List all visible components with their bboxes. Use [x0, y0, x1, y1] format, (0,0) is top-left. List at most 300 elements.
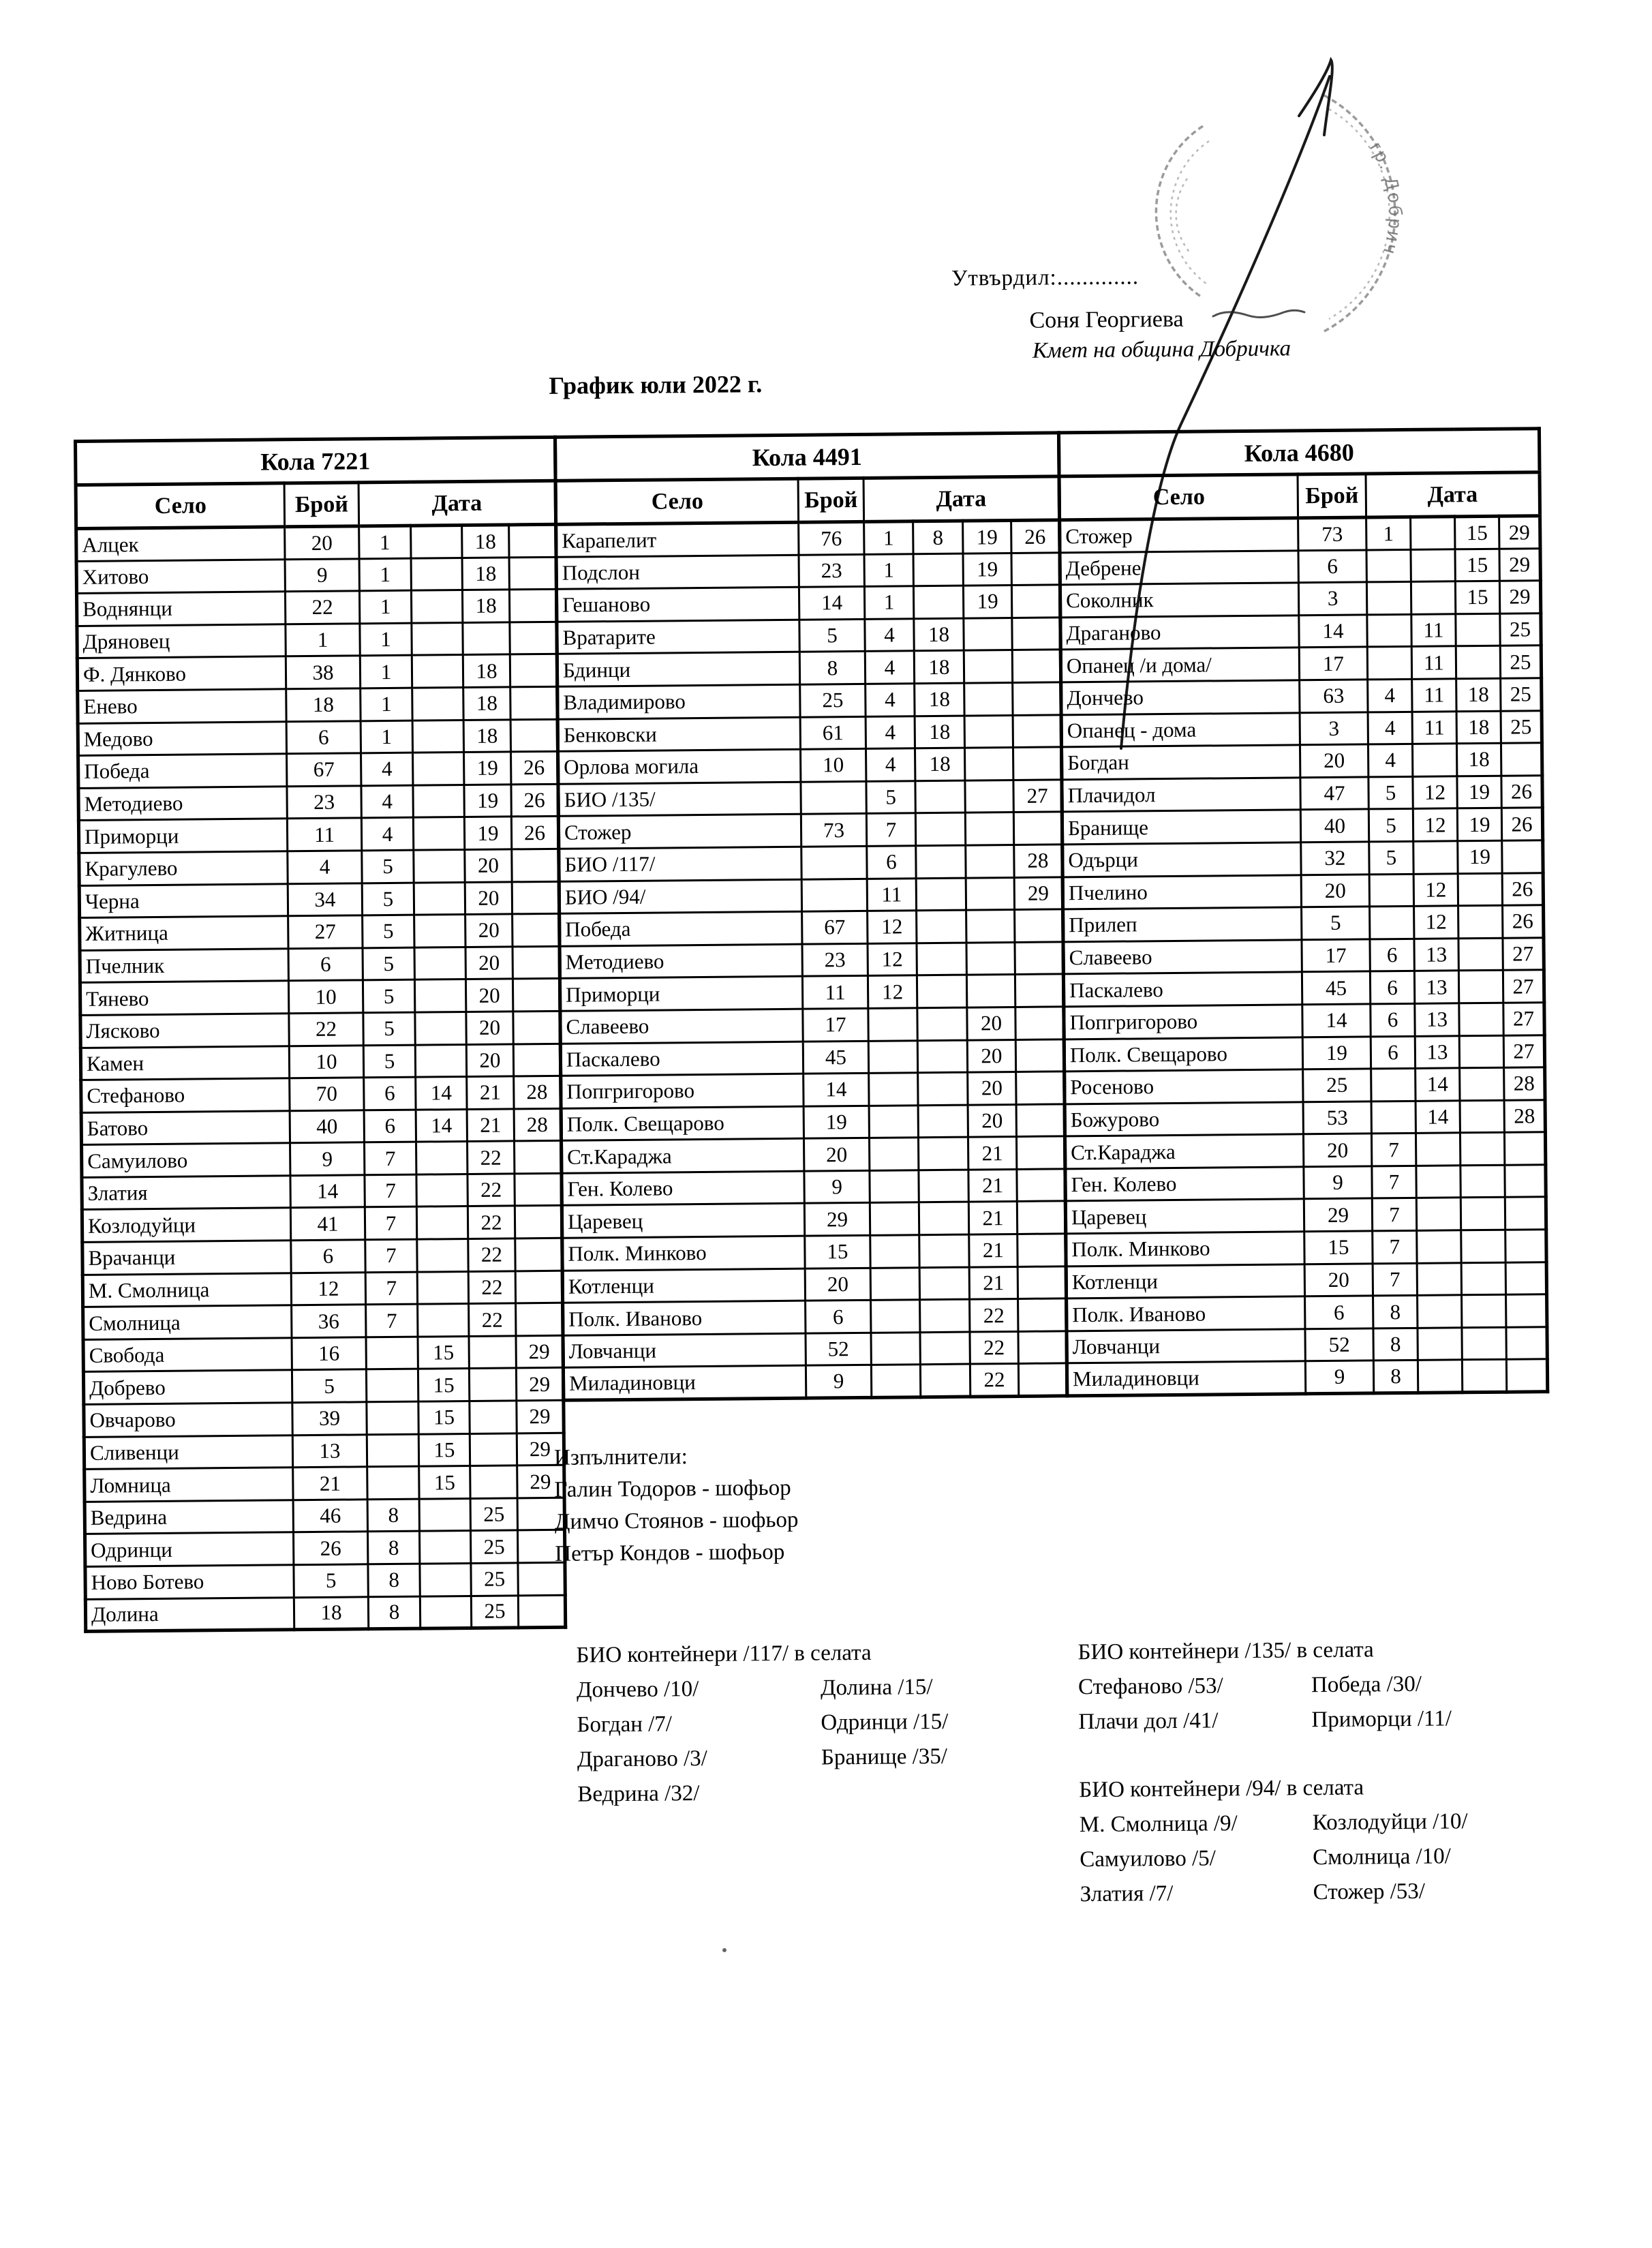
date-cell — [1456, 613, 1500, 646]
date-cell: 13 — [1414, 971, 1458, 1003]
count-cell: 16 — [292, 1337, 366, 1371]
bio-row — [577, 1740, 949, 1778]
village-cell: Овчарово — [84, 1403, 292, 1437]
village-cell: Бдинци — [557, 652, 799, 687]
village-cell: Победа — [78, 754, 287, 788]
bio-item: Драганово /3/ — [577, 1741, 821, 1778]
bio-row — [1078, 1701, 1452, 1740]
date-cell: 27 — [1503, 937, 1544, 970]
count-cell: 23 — [802, 943, 868, 976]
date-cell — [513, 1044, 560, 1076]
village-cell: БИО /94/ — [559, 879, 801, 914]
date-cell — [966, 877, 1014, 910]
date-cell: 5 — [1368, 776, 1413, 809]
village-cell: Ф. Дянково — [77, 656, 286, 690]
village-cell: Полк. Свещарово — [561, 1106, 804, 1141]
date-cell — [966, 910, 1015, 943]
table-row — [85, 1465, 564, 1502]
date-cell: 29 — [516, 1368, 563, 1401]
bio-row — [1080, 1839, 1468, 1877]
schedule-table-kola-7221 — [74, 436, 567, 1633]
date-cell — [1459, 1035, 1503, 1068]
date-cell: 19 — [1458, 840, 1502, 873]
date-cell: 7 — [866, 813, 915, 846]
executors-block — [554, 1440, 799, 1570]
date-cell: 29 — [517, 1433, 564, 1465]
date-cell — [917, 910, 966, 943]
date-cell — [1505, 1230, 1546, 1262]
date-cell: 20 — [466, 1044, 513, 1076]
date-cell — [1016, 1104, 1065, 1137]
date-cell: 1 — [361, 688, 412, 720]
date-cell — [420, 1563, 471, 1596]
date-cell: 21 — [467, 1109, 514, 1142]
table-row — [80, 1011, 560, 1048]
village-cell: Гешаново — [556, 587, 799, 622]
village-cell: Воднянци — [76, 592, 285, 626]
date-cell — [1018, 1331, 1067, 1364]
village-cell: Стожер — [558, 815, 801, 849]
schedule-table-kola-4680 — [1057, 427, 1549, 1397]
count-cell: 6 — [286, 720, 361, 754]
date-cell: 18 — [915, 716, 964, 748]
bio-row — [577, 1670, 948, 1708]
date-cell: 18 — [462, 525, 509, 558]
table-row — [556, 552, 1060, 589]
table-row — [79, 881, 559, 918]
date-cell: 27 — [1013, 780, 1062, 812]
village-cell: Ст.Караджа — [1065, 1134, 1303, 1169]
count-cell: 29 — [1304, 1198, 1372, 1231]
village-cell: Долина — [85, 1597, 294, 1631]
date-cell — [870, 1202, 919, 1235]
bio-containers-117-block — [576, 1635, 949, 1812]
date-cell — [870, 1267, 919, 1300]
count-cell: 29 — [804, 1203, 870, 1236]
village-cell: Методиево — [78, 787, 287, 821]
table-row — [82, 1271, 562, 1307]
table-row — [556, 585, 1060, 622]
table-row — [1060, 548, 1540, 585]
count-cell: 6 — [1305, 1296, 1373, 1328]
date-cell: 6 — [1371, 1036, 1415, 1069]
date-cell — [1458, 971, 1503, 1003]
date-cell — [510, 719, 557, 752]
date-cell — [469, 1336, 516, 1369]
date-cell — [469, 1368, 516, 1401]
count-cell — [801, 879, 867, 911]
date-cell: 1 — [359, 590, 411, 623]
village-cell: Ломница — [85, 1468, 293, 1502]
table-row — [1064, 1003, 1544, 1039]
count-cell: 34 — [288, 883, 362, 916]
date-cell — [509, 524, 556, 557]
date-cell — [964, 618, 1012, 650]
date-header: Дата — [358, 481, 556, 526]
village-cell: Вратарите — [557, 620, 799, 654]
date-cell: 26 — [511, 817, 558, 849]
date-cell — [1371, 1101, 1416, 1134]
count-cell: 20 — [1301, 874, 1369, 907]
date-cell — [420, 1596, 471, 1628]
bio-row — [577, 1705, 948, 1743]
table-row — [1065, 1132, 1545, 1169]
table-row — [1062, 775, 1542, 812]
date-cell — [515, 1141, 562, 1174]
date-cell — [412, 720, 463, 753]
village-cell: Росеново — [1065, 1069, 1303, 1104]
date-cell — [1018, 1298, 1067, 1331]
village-cell: Славеево — [560, 1009, 803, 1044]
date-cell — [916, 878, 966, 911]
date-cell — [1016, 1072, 1065, 1104]
date-cell — [515, 1173, 562, 1206]
count-cell: 20 — [285, 526, 359, 560]
village-cell: Царевец — [1065, 1199, 1304, 1234]
count-cell: 45 — [803, 1041, 868, 1074]
date-cell — [1015, 974, 1063, 1007]
date-cell — [1460, 1165, 1505, 1198]
date-cell — [1013, 682, 1061, 715]
table-row — [562, 1201, 1065, 1238]
table-row — [84, 1400, 564, 1437]
date-cell — [413, 753, 464, 785]
date-cell — [1456, 646, 1500, 679]
date-cell: 18 — [914, 650, 964, 683]
date-cell — [917, 975, 966, 1007]
bio-item: М. Смолница /9/ — [1080, 1806, 1313, 1842]
date-cell — [918, 1105, 968, 1138]
date-cell: 25 — [1501, 678, 1542, 711]
table-row — [1065, 1099, 1545, 1136]
count-cell: 46 — [293, 1500, 367, 1533]
date-cell: 12 — [868, 975, 917, 1008]
date-cell: 11 — [867, 878, 916, 911]
table-row — [561, 1072, 1065, 1108]
date-cell: 8 — [1373, 1296, 1418, 1328]
car-header: Кола 4680 — [1058, 429, 1540, 476]
date-cell: 15 — [1455, 549, 1499, 581]
date-cell — [413, 785, 464, 817]
count-cell: 22 — [285, 591, 359, 624]
date-cell — [1016, 1136, 1065, 1169]
village-cell: Самуилово — [82, 1143, 290, 1177]
table-row — [562, 1169, 1065, 1206]
village-cell: Ген. Колево — [562, 1171, 804, 1206]
date-cell: 1 — [864, 521, 913, 554]
count-cell: 6 — [1298, 550, 1366, 583]
count-header: Брой — [1298, 474, 1366, 518]
date-cell: 18 — [463, 654, 510, 687]
date-cell: 14 — [416, 1109, 467, 1142]
date-cell — [414, 882, 465, 915]
table-row — [84, 1433, 564, 1470]
count-cell: 6 — [806, 1301, 871, 1333]
date-cell: 25 — [470, 1530, 517, 1563]
approver-title: Кмет на община Добричка — [1032, 336, 1291, 363]
village-cell: Дончево — [1061, 680, 1300, 715]
count-cell: 67 — [287, 753, 361, 787]
date-cell: 7 — [1371, 1134, 1416, 1166]
village-cell: Приморци — [560, 977, 802, 1012]
date-cell — [470, 1433, 517, 1466]
date-cell: 21 — [968, 1137, 1016, 1170]
date-cell — [1015, 942, 1063, 975]
table-row — [76, 590, 556, 626]
date-cell — [510, 622, 557, 654]
count-cell: 47 — [1300, 777, 1368, 810]
table-row — [558, 780, 1062, 817]
count-cell — [801, 781, 866, 814]
date-cell: 7 — [365, 1272, 417, 1305]
village-cell: Плачидол — [1062, 778, 1300, 812]
table-row — [556, 520, 1060, 557]
date-cell: 20 — [465, 979, 513, 1012]
date-cell — [1418, 1295, 1462, 1328]
date-cell: 20 — [465, 914, 513, 947]
table-row — [76, 557, 556, 594]
date-cell: 25 — [1501, 710, 1542, 743]
date-cell — [470, 1401, 517, 1433]
date-cell: 18 — [914, 618, 964, 651]
date-cell — [367, 1434, 418, 1467]
village-cell: Паскалево — [560, 1042, 803, 1076]
date-cell — [869, 1138, 918, 1170]
table-row — [560, 974, 1063, 1011]
date-cell: 8 — [368, 1596, 420, 1629]
table-row — [563, 1331, 1067, 1368]
village-cell: Полк. Иваново — [1067, 1296, 1305, 1331]
date-cell — [1011, 585, 1060, 618]
count-cell: 27 — [288, 915, 363, 949]
count-cell: 20 — [1304, 1264, 1373, 1296]
date-cell — [964, 748, 1013, 780]
table-row — [78, 719, 557, 756]
date-cell — [512, 849, 559, 881]
date-cell: 25 — [470, 1498, 517, 1531]
date-cell: 19 — [464, 752, 511, 785]
village-cell: БИО /117/ — [559, 847, 801, 881]
date-cell — [515, 1206, 562, 1239]
date-cell — [414, 849, 465, 882]
date-cell — [411, 558, 462, 590]
count-cell: 10 — [801, 749, 866, 782]
date-cell: 22 — [468, 1174, 515, 1206]
date-cell: 18 — [915, 748, 964, 780]
table-row — [559, 845, 1062, 881]
date-cell — [1018, 1266, 1066, 1298]
village-cell: Тянево — [80, 981, 288, 1015]
count-cell: 17 — [1299, 647, 1367, 680]
village-cell: Алцек — [76, 527, 285, 561]
date-cell: 28 — [514, 1108, 561, 1141]
date-cell: 1 — [1366, 517, 1411, 549]
date-cell: 5 — [1369, 841, 1413, 874]
count-header: Брой — [284, 483, 359, 527]
bio-item: Златия /7/ — [1080, 1875, 1313, 1912]
table-row — [83, 1368, 563, 1405]
date-cell — [1459, 1003, 1503, 1035]
count-cell: 5 — [294, 1564, 368, 1598]
village-cell: Камен — [80, 1046, 289, 1080]
date-cell: 18 — [463, 719, 510, 752]
date-cell: 5 — [363, 979, 414, 1012]
date-cell: 5 — [866, 780, 915, 813]
table-row — [80, 1044, 560, 1080]
table-row — [559, 877, 1062, 913]
date-cell — [869, 1105, 918, 1138]
date-cell: 13 — [1414, 939, 1458, 971]
date-cell: 21 — [969, 1234, 1018, 1267]
date-cell — [1458, 938, 1503, 971]
count-cell: 11 — [287, 818, 361, 851]
date-cell — [512, 881, 559, 914]
village-cell: Победа — [560, 911, 802, 946]
date-cell — [1460, 1132, 1504, 1165]
date-cell: 7 — [366, 1304, 418, 1337]
date-cell — [513, 913, 560, 946]
date-cell — [513, 946, 560, 979]
date-cell — [1502, 840, 1543, 873]
date-cell — [1412, 744, 1456, 776]
count-cell: 70 — [290, 1078, 364, 1111]
date-cell: 5 — [362, 883, 414, 915]
count-header: Брой — [798, 478, 864, 522]
date-cell: 15 — [418, 1336, 469, 1369]
village-cell: М. Смолница — [82, 1273, 291, 1307]
date-cell: 11 — [1411, 646, 1456, 679]
date-cell: 28 — [514, 1076, 561, 1108]
village-cell: Смолница — [83, 1305, 292, 1339]
date-cell — [1506, 1359, 1547, 1392]
bio-item: Самуилово /5/ — [1080, 1840, 1313, 1877]
date-cell: 22 — [469, 1303, 516, 1336]
village-cell: Енево — [78, 689, 286, 723]
date-cell: 6 — [1370, 971, 1414, 1004]
table-row — [1067, 1294, 1547, 1331]
count-cell: 9 — [1305, 1361, 1373, 1393]
count-cell: 8 — [799, 652, 865, 684]
table-row — [562, 1136, 1065, 1173]
village-cell: Житница — [80, 916, 288, 950]
date-cell — [416, 1142, 468, 1174]
village-cell: Пчелино — [1062, 875, 1301, 909]
executor-item: Петър Кондов - шофьор — [555, 1536, 799, 1570]
count-cell: 19 — [804, 1106, 869, 1138]
date-cell — [1411, 517, 1455, 549]
date-cell: 4 — [361, 818, 413, 851]
date-cell — [870, 1170, 919, 1203]
date-cell: 18 — [462, 558, 509, 590]
date-cell: 6 — [364, 1077, 416, 1110]
date-cell — [419, 1531, 470, 1564]
date-cell: 1 — [360, 656, 412, 688]
date-cell: 26 — [1011, 520, 1060, 553]
date-cell — [1462, 1360, 1506, 1393]
table-row — [1060, 645, 1541, 682]
date-cell: 15 — [1455, 516, 1499, 549]
date-cell — [1460, 1067, 1504, 1100]
date-cell — [920, 1332, 970, 1365]
count-cell: 22 — [289, 1013, 363, 1046]
date-cell — [366, 1369, 418, 1402]
date-cell: 7 — [365, 1142, 416, 1174]
date-cell: 28 — [1504, 1099, 1545, 1132]
bio-item: Ведрина /32/ — [577, 1776, 821, 1812]
date-cell: 12 — [1413, 776, 1457, 809]
bio-item: Стожер /53/ — [1313, 1879, 1426, 1904]
date-cell — [919, 1202, 968, 1235]
date-cell — [913, 553, 963, 586]
date-cell: 20 — [465, 849, 512, 882]
date-cell — [1458, 905, 1503, 938]
executor-item: Димчо Стоянов - шофьор — [555, 1504, 799, 1538]
date-cell — [1416, 1198, 1460, 1230]
bio-item: Приморци /11/ — [1311, 1706, 1452, 1732]
table-row — [76, 524, 556, 561]
date-cell: 11 — [1412, 679, 1456, 712]
table-row — [1063, 970, 1544, 1007]
date-cell — [416, 1206, 468, 1239]
village-cell: Полк. Иваново — [563, 1301, 806, 1335]
date-cell: 14 — [1416, 1100, 1460, 1133]
date-cell — [1416, 1133, 1460, 1166]
date-cell — [966, 942, 1015, 975]
date-cell: 20 — [968, 1104, 1016, 1137]
date-cell: 20 — [466, 1012, 513, 1044]
village-cell: Богдан — [1061, 745, 1300, 780]
date-cell — [1371, 1068, 1416, 1101]
date-cell: 20 — [967, 1007, 1015, 1039]
date-cell — [1015, 1007, 1064, 1039]
date-cell: 26 — [1502, 872, 1543, 905]
table-row — [1062, 840, 1543, 877]
bio-containers-135-block — [1077, 1632, 1452, 1740]
date-cell: 7 — [365, 1174, 416, 1207]
date-cell: 4 — [865, 619, 914, 652]
date-cell: 18 — [1456, 678, 1501, 711]
date-cell — [1012, 650, 1060, 682]
date-cell — [413, 817, 464, 850]
date-cell — [414, 979, 465, 1012]
date-cell: 15 — [418, 1369, 469, 1401]
count-cell: 14 — [804, 1073, 869, 1106]
table-row — [560, 942, 1063, 979]
date-cell — [367, 1466, 419, 1499]
date-cell — [510, 686, 557, 719]
count-cell: 14 — [799, 587, 864, 620]
village-header: Село — [555, 479, 799, 524]
date-cell: 25 — [471, 1563, 518, 1596]
date-cell: 1 — [864, 553, 913, 586]
date-cell — [416, 1174, 468, 1206]
date-cell: 19 — [1457, 808, 1501, 841]
date-cell — [1418, 1328, 1462, 1361]
date-cell: 26 — [511, 784, 558, 817]
date-cell: 26 — [1501, 775, 1542, 808]
date-cell: 7 — [365, 1207, 416, 1240]
village-cell: Ген. Колево — [1065, 1167, 1304, 1202]
date-cell: 15 — [1455, 581, 1499, 613]
date-cell: 12 — [1414, 906, 1458, 939]
table-row — [77, 622, 557, 658]
date-cell: 25 — [1500, 645, 1541, 678]
count-cell: 73 — [801, 814, 866, 847]
village-cell: Миладиновци — [1067, 1361, 1305, 1396]
count-cell: 5 — [292, 1369, 366, 1403]
table-row — [78, 784, 558, 821]
count-cell: 10 — [289, 1045, 363, 1078]
